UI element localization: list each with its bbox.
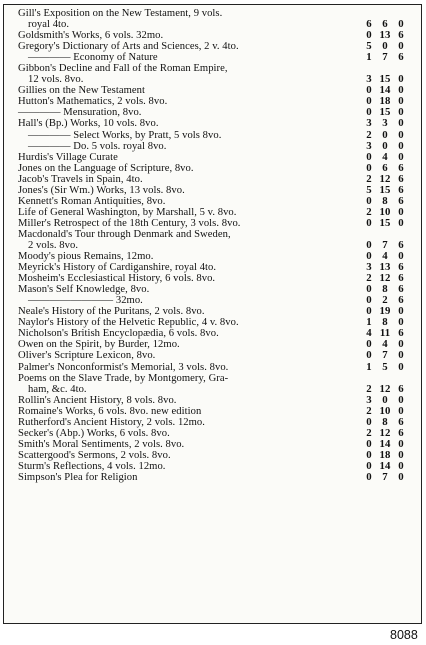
price-pence: 6 <box>398 194 404 207</box>
entry-title: Rollin's Ancient History, 8 vols. 8vo. <box>18 394 177 406</box>
price-pence: 0 <box>398 84 404 97</box>
entry-title: ham, &c. 4to. <box>28 383 87 395</box>
price-pence: 6 <box>398 51 404 64</box>
catalogue-entry <box>18 218 410 229</box>
entry-title: Gibbon's Decline and Fall of the Roman Empire, <box>18 63 228 75</box>
catalogue-entry <box>18 152 410 163</box>
price-shillings: 7 <box>382 349 388 362</box>
catalogue-entry <box>18 74 410 85</box>
price-shillings: 12 <box>379 426 391 439</box>
entry-price <box>362 350 410 361</box>
price-pence: 6 <box>398 183 404 196</box>
entry-price <box>362 218 410 229</box>
price-shillings: 11 <box>379 327 391 340</box>
price-pounds: 0 <box>366 216 372 229</box>
catalogue-entry <box>18 8 410 19</box>
price-pounds: 0 <box>366 437 372 450</box>
price-pence: 0 <box>398 349 404 362</box>
price-pence: 6 <box>398 261 404 274</box>
catalogue-entry <box>18 284 410 295</box>
price-pounds: 0 <box>366 305 372 318</box>
price-shillings: 15 <box>379 106 391 119</box>
price-pounds: 0 <box>366 294 372 307</box>
entry-title: ———— Mensuration, 8vo. <box>18 107 142 119</box>
price-shillings: 4 <box>382 250 388 263</box>
price-pence: 0 <box>398 459 404 472</box>
entry-price <box>362 141 410 152</box>
price-pounds: 0 <box>366 29 372 42</box>
catalogue-entry <box>18 450 410 461</box>
price-pounds: 3 <box>366 393 372 406</box>
entry-title: Miller's Retrospect of the 18th Century, 3 vols. 8vo. <box>18 217 241 229</box>
price-pounds: 0 <box>366 448 372 461</box>
price-shillings: 2 <box>382 294 388 307</box>
catalogue-entry <box>18 174 410 185</box>
price-pence: 0 <box>398 106 404 119</box>
price-pence: 6 <box>398 283 404 296</box>
price-shillings: 0 <box>382 393 388 406</box>
entry-title: ———— Select Works, by Pratt, 5 vols 8vo. <box>28 129 222 141</box>
price-shillings: 15 <box>379 73 391 86</box>
price-pence: 6 <box>398 238 404 251</box>
price-pounds: 0 <box>366 84 372 97</box>
price-shillings: 8 <box>382 283 388 296</box>
entry-title: Naylor's History of the Helvetic Republic, 4 v. 8vo. <box>18 317 239 329</box>
entry-title: Moody's pious Remains, 12mo. <box>18 251 154 263</box>
entry-title: Hurdis's Village Curate <box>18 151 118 163</box>
price-pence: 6 <box>398 294 404 307</box>
entry-title: ———————— 32mo. <box>28 295 143 307</box>
price-pounds: 2 <box>366 404 372 417</box>
price-pence: 0 <box>398 139 404 152</box>
catalogue-entry <box>18 395 410 406</box>
entry-title: Scattergood's Sermons, 2 vols. 8vo. <box>18 449 171 461</box>
entry-title: Owen on the Spirit, by Burder, 12mo. <box>18 339 180 351</box>
entry-title: royal 4to. <box>28 19 70 31</box>
price-pounds: 3 <box>366 261 372 274</box>
entry-title: Goldsmith's Works, 6 vols. 32mo. <box>18 30 164 42</box>
price-pounds: 0 <box>366 470 372 483</box>
entry-price <box>362 384 410 395</box>
price-shillings: 18 <box>379 448 391 461</box>
entry-price <box>362 362 410 373</box>
price-shillings: 14 <box>379 437 391 450</box>
entry-price <box>362 152 410 163</box>
catalogue-entry <box>18 52 410 63</box>
price-pence: 0 <box>398 95 404 108</box>
price-shillings: 19 <box>379 305 391 318</box>
price-pence: 0 <box>398 437 404 450</box>
catalogue-entry <box>18 406 410 417</box>
price-shillings: 0 <box>382 139 388 152</box>
entry-title: Gill's Exposition on the New Testament, 9 vols. <box>18 8 223 19</box>
price-pence: 6 <box>398 172 404 185</box>
price-pence: 6 <box>398 29 404 42</box>
price-pounds: 2 <box>366 426 372 439</box>
price-shillings: 10 <box>379 205 391 218</box>
entry-title: Kennett's Roman Antiquities, 8vo. <box>18 195 166 207</box>
catalogue-entry <box>18 163 410 174</box>
price-pounds: 0 <box>366 106 372 119</box>
entry-title: Simpson's Plea for Religion <box>18 471 138 483</box>
entry-title: Nicholson's British Encyclopædia, 6 vols. 8vo. <box>18 328 219 340</box>
entry-price <box>362 52 410 63</box>
catalogue-entry <box>18 63 410 74</box>
catalogue-entry <box>18 373 410 384</box>
price-pence: 6 <box>398 382 404 395</box>
catalogue-entry <box>18 141 410 152</box>
price-shillings: 18 <box>379 95 391 108</box>
entry-title: Secker's (Abp.) Works, 6 vols. 8vo. <box>18 427 170 439</box>
price-pence: 0 <box>398 117 404 130</box>
entry-title: Meyrick's History of Cardiganshire, royal 4to. <box>18 262 217 274</box>
price-shillings: 8 <box>382 415 388 428</box>
price-pounds: 2 <box>366 205 372 218</box>
entry-price <box>362 118 410 129</box>
price-pounds: 0 <box>366 415 372 428</box>
price-shillings: 7 <box>382 51 388 64</box>
price-pounds: 0 <box>366 349 372 362</box>
price-pounds: 0 <box>366 161 372 174</box>
price-shillings: 0 <box>382 128 388 141</box>
price-shillings: 14 <box>379 84 391 97</box>
price-pence: 0 <box>398 128 404 141</box>
catalogue-entry <box>18 350 410 361</box>
entry-title: ———— Do. 5 vols. royal 8vo. <box>28 140 167 152</box>
price-pence: 0 <box>398 18 404 31</box>
price-shillings: 7 <box>382 470 388 483</box>
catalogue-entry <box>18 339 410 350</box>
price-pounds: 5 <box>366 40 372 53</box>
entry-title: Gregory's Dictionary of Arts and Sciences, 2 v. 4to. <box>18 41 239 53</box>
price-pounds: 2 <box>366 172 372 185</box>
price-shillings: 12 <box>379 382 391 395</box>
catalogue-entry <box>18 96 410 107</box>
price-pence: 0 <box>398 316 404 329</box>
price-shillings: 15 <box>379 216 391 229</box>
page-serial-number: 8088 <box>390 628 418 642</box>
price-pounds: 3 <box>366 139 372 152</box>
entry-title: Romaine's Works, 6 vols. 8vo. new edition <box>18 405 202 417</box>
entry-title: Palmer's Nonconformist's Memorial, 3 vols. 8vo. <box>18 361 229 373</box>
price-shillings: 0 <box>382 40 388 53</box>
price-pounds: 0 <box>366 150 372 163</box>
entry-title: Hall's (Bp.) Works, 10 vols. 8vo. <box>18 118 159 130</box>
catalogue-entry <box>18 273 410 284</box>
catalogue-entry <box>18 85 410 96</box>
entry-title: Hutton's Mathematics, 2 vols. 8vo. <box>18 96 168 108</box>
catalogue-entry <box>18 251 410 262</box>
entry-title: Jacob's Travels in Spain, 4to. <box>18 173 143 185</box>
price-pence: 0 <box>398 448 404 461</box>
catalogue-entry <box>18 362 410 373</box>
price-pounds: 0 <box>366 338 372 351</box>
price-pounds: 2 <box>366 382 372 395</box>
price-pounds: 4 <box>366 327 372 340</box>
price-pence: 6 <box>398 327 404 340</box>
price-pounds: 0 <box>366 283 372 296</box>
price-shillings: 10 <box>379 404 391 417</box>
entry-title: 12 vols. 8vo. <box>28 74 84 86</box>
catalogue-entry <box>18 306 410 317</box>
price-pence: 0 <box>398 404 404 417</box>
price-pence: 0 <box>398 360 404 373</box>
catalogue-entry <box>18 130 410 141</box>
price-shillings: 14 <box>379 459 391 472</box>
price-shillings: 8 <box>382 194 388 207</box>
entry-title: Rutherford's Ancient History, 2 vols. 12mo. <box>18 416 205 428</box>
price-pounds: 3 <box>366 73 372 86</box>
catalogue-entry <box>18 472 410 483</box>
entry-title: Neale's History of the Puritans, 2 vols. 8vo. <box>18 306 205 318</box>
catalogue-entry <box>18 30 410 41</box>
price-pence: 0 <box>398 205 404 218</box>
price-pounds: 0 <box>366 238 372 251</box>
price-shillings: 5 <box>382 360 388 373</box>
entry-title: Jones on the Language of Scripture, 8vo. <box>18 162 194 174</box>
price-pounds: 0 <box>366 459 372 472</box>
catalogue-entry <box>18 229 410 240</box>
entry-title: Macdonald's Tour through Denmark and Sweden, <box>18 228 231 240</box>
entry-title: Smith's Moral Sentiments, 2 vols. 8vo. <box>18 438 185 450</box>
entry-title: Sturm's Reflections, 4 vols. 12mo. <box>18 460 166 472</box>
entry-title: Poems on the Slave Trade, by Montgomery, Gra- <box>18 372 229 384</box>
catalogue-entry <box>18 19 410 30</box>
entry-title: ———— Economy of Nature <box>28 52 158 64</box>
catalogue-entry <box>18 118 410 129</box>
price-pounds: 1 <box>366 316 372 329</box>
price-pounds: 0 <box>366 95 372 108</box>
price-shillings: 4 <box>382 150 388 163</box>
price-pounds: 3 <box>366 117 372 130</box>
price-shillings: 4 <box>382 338 388 351</box>
price-pence: 6 <box>398 272 404 285</box>
entry-title: 2 vols. 8vo. <box>28 239 79 251</box>
catalogue-entry <box>18 428 410 439</box>
catalogue-entry <box>18 417 410 428</box>
catalogue-entry <box>18 107 410 118</box>
price-pounds: 1 <box>366 51 372 64</box>
book-price-list <box>18 8 410 483</box>
price-shillings: 6 <box>382 161 388 174</box>
catalogue-entry <box>18 41 410 52</box>
catalogue-entry <box>18 240 410 251</box>
catalogue-entry <box>18 317 410 328</box>
price-shillings: 13 <box>379 261 391 274</box>
price-shillings: 6 <box>382 18 388 31</box>
price-pounds: 0 <box>366 250 372 263</box>
price-pence: 6 <box>398 415 404 428</box>
entry-title: Gillies on the New Testament <box>18 85 145 97</box>
entry-title: Jones's (Sir Wm.) Works, 13 vols. 8vo. <box>18 184 185 196</box>
catalogue-entry <box>18 461 410 472</box>
catalogue-entry <box>18 295 410 306</box>
price-pence: 0 <box>398 305 404 318</box>
price-pence: 0 <box>398 393 404 406</box>
price-pence: 0 <box>398 470 404 483</box>
price-pence: 0 <box>398 216 404 229</box>
catalogue-entry <box>18 262 410 273</box>
price-shillings: 7 <box>382 238 388 251</box>
price-pence: 6 <box>398 426 404 439</box>
price-shillings: 12 <box>379 172 391 185</box>
entry-title: Mason's Self Knowledge, 8vo. <box>18 284 150 296</box>
price-pounds: 0 <box>366 194 372 207</box>
price-shillings: 3 <box>382 117 388 130</box>
price-pounds: 6 <box>366 18 372 31</box>
entry-title: Life of General Washington, by Marshall, 5 v. 8vo. <box>18 206 237 218</box>
catalogue-entry <box>18 384 410 395</box>
price-pence: 0 <box>398 150 404 163</box>
catalogue-entry <box>18 439 410 450</box>
catalogue-entry <box>18 185 410 196</box>
price-shillings: 13 <box>379 29 391 42</box>
entry-price <box>362 472 410 483</box>
catalogue-entry <box>18 196 410 207</box>
price-pence: 6 <box>398 161 404 174</box>
entry-title: Oliver's Scripture Lexicon, 8vo. <box>18 350 156 362</box>
price-shillings: 15 <box>379 183 391 196</box>
price-shillings: 8 <box>382 316 388 329</box>
price-pence: 0 <box>398 250 404 263</box>
price-pounds: 2 <box>366 128 372 141</box>
price-shillings: 12 <box>379 272 391 285</box>
price-pence: 0 <box>398 73 404 86</box>
entry-price <box>362 130 410 141</box>
catalogue-entry <box>18 328 410 339</box>
catalogue-page <box>3 4 422 624</box>
catalogue-entry <box>18 207 410 218</box>
price-pence: 0 <box>398 338 404 351</box>
price-pounds: 5 <box>366 183 372 196</box>
entry-title: Mosheim's Ecclesiastical History, 6 vols. 8vo. <box>18 273 216 285</box>
price-pounds: 2 <box>366 272 372 285</box>
price-pence: 0 <box>398 40 404 53</box>
price-pounds: 1 <box>366 360 372 373</box>
